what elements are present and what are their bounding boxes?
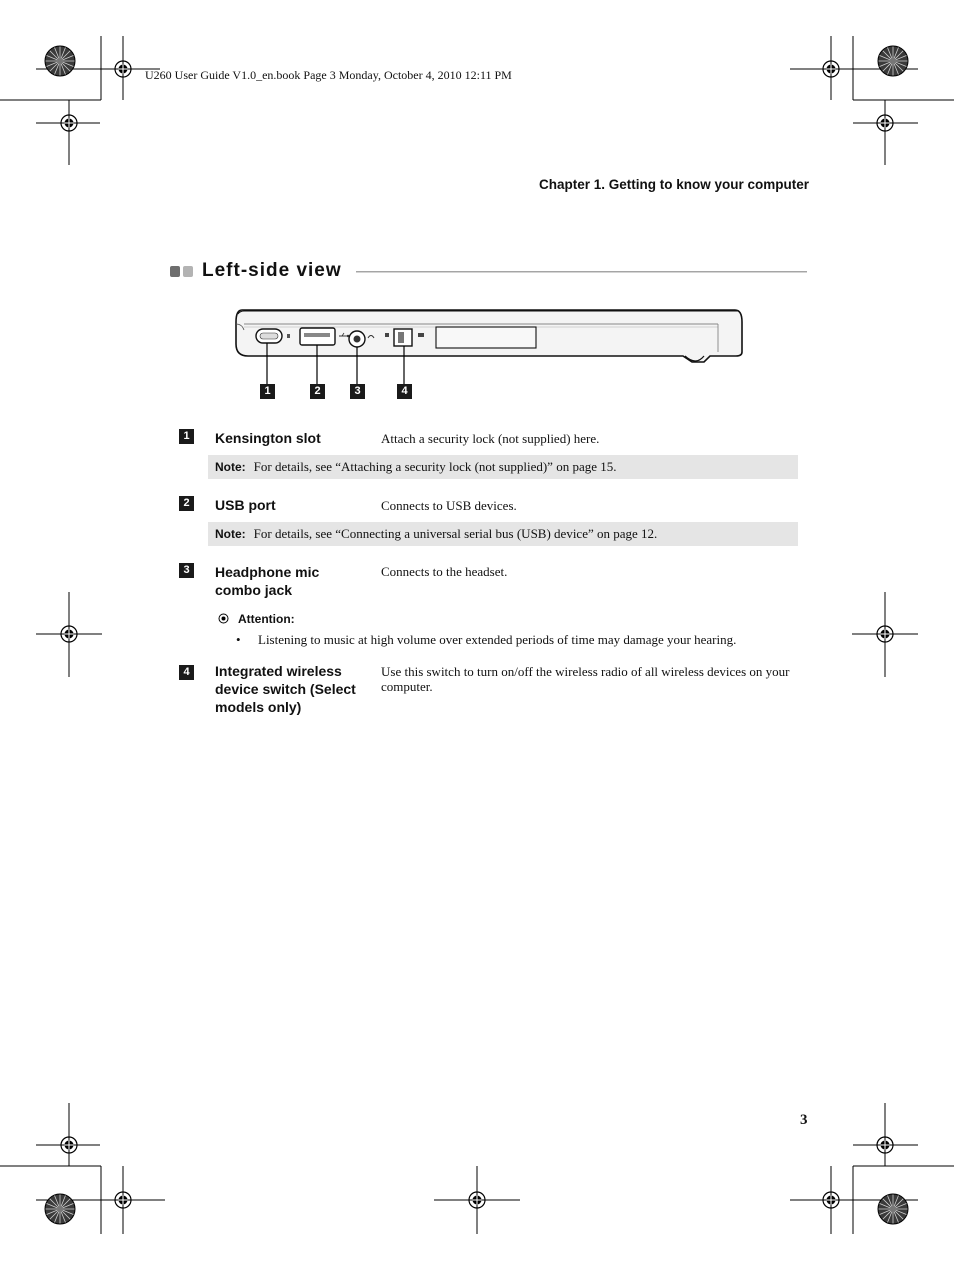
page-number: 3 xyxy=(800,1112,808,1128)
item-number: 2 xyxy=(179,496,194,511)
section-heading xyxy=(170,260,807,286)
attention-label: Attention: xyxy=(238,612,295,626)
item-term: Headphone mic combo jack xyxy=(215,564,320,598)
attention-target-icon xyxy=(218,613,229,624)
callout-1: 1 xyxy=(260,384,275,399)
attention-bullet-text: Listening to music at high volume over extended periods of time may damage your hearing. xyxy=(258,632,737,647)
item-term: Integrated wireless device switch (Select models only) xyxy=(215,663,356,715)
item-term: Kensington slot xyxy=(215,430,321,446)
lock-icon xyxy=(287,334,290,338)
item-number: 1 xyxy=(179,429,194,444)
note-label: Note: xyxy=(215,460,246,474)
section-title: Left-side view xyxy=(202,260,342,281)
heading-bullet-light xyxy=(183,266,193,277)
wireless-icon xyxy=(385,333,389,337)
callout-3: 3 xyxy=(350,384,365,399)
note-label: Note: xyxy=(215,527,246,541)
print-header: U260 User Guide V1.0_en.book Page 3 Monday, October 4, 2010 12:11 PM xyxy=(145,68,512,82)
heading-rule xyxy=(356,271,807,273)
item-description: Connects to USB devices. xyxy=(381,498,517,513)
item-description: Attach a security lock (not supplied) here. xyxy=(381,431,600,446)
item-description: Connects to the headset. xyxy=(381,564,508,579)
note-text: For details, see “Attaching a security lock (not supplied)” on page 15. xyxy=(253,459,617,474)
callout-2: 2 xyxy=(310,384,325,399)
note-text: For details, see “Connecting a universal serial bus (USB) device” on page 12. xyxy=(253,526,658,541)
laptop-left-side-diagram xyxy=(230,300,750,400)
item-number: 4 xyxy=(179,665,194,680)
bullet-dot: • xyxy=(236,632,241,647)
chapter-header: Chapter 1. Getting to know your computer xyxy=(538,177,809,192)
item-description: Use this switch to turn on/off the wireless radio of all wireless devices on your computer. xyxy=(381,664,790,694)
item-term: USB port xyxy=(215,497,276,513)
callout-4: 4 xyxy=(397,384,412,399)
note-box xyxy=(208,522,798,546)
heading-bullet-dark xyxy=(170,266,180,277)
item-number: 3 xyxy=(179,563,194,578)
note-box xyxy=(208,455,798,479)
